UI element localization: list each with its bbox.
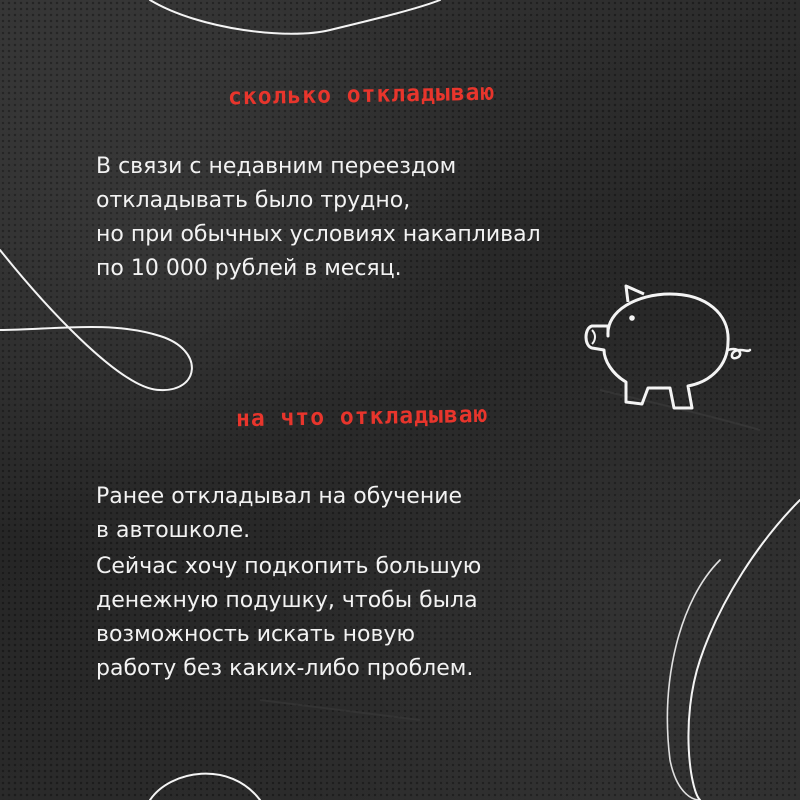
paragraph-line: В связи с недавним переездом [96, 154, 457, 179]
paragraph-line: в автошколе. [96, 518, 251, 543]
paragraph-line: по 10 000 рублей в месяц. [96, 256, 402, 281]
section-heading-savings-purpose: на что откладываю [235, 401, 489, 433]
paragraph-line: Ранее откладывал на обучение [96, 484, 463, 509]
piggy-icon [578, 280, 758, 420]
paragraph-line: возможность искать новую [96, 622, 415, 647]
current-savings-paragraph [96, 550, 481, 686]
section-heading-savings-amount: сколько откладываю [227, 79, 496, 111]
paragraph-line: Сейчас хочу подкопить большую [96, 554, 482, 579]
paragraph-line: работу без каких-либо проблем. [96, 656, 474, 681]
past-savings-paragraph [96, 480, 462, 548]
paragraph-line: но при обычных условиях накапливал [96, 222, 541, 247]
savings-amount-paragraph [96, 150, 541, 286]
paragraph-line: денежную подушку, чтобы была [96, 588, 478, 613]
paragraph-line: откладывать было трудно, [96, 188, 411, 213]
